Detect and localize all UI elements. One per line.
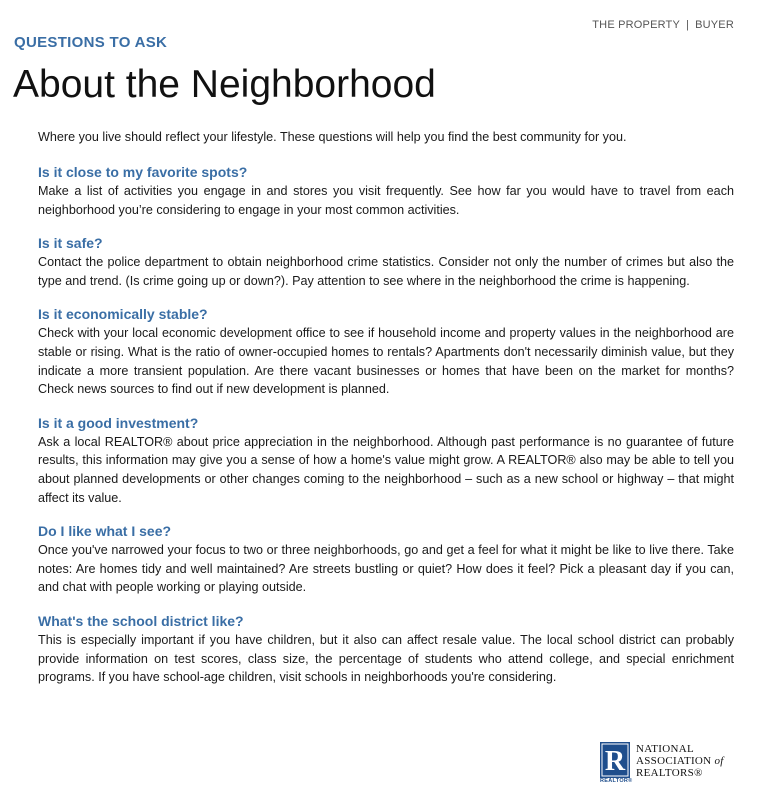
question-body: Contact the police department to obtain neighborhood crime statistics. Consider not only the number of crimes but also the type and trend. (Is crime going up or down?). Pay attention to see where in the neighborhood the crime is happening. <box>38 255 734 288</box>
question-body: Check with your local economic development office to see if household income and property values in the neighborhood are stable or rising. What is the ratio of owner-occupied homes to rentals? Apartments don't necessarily diminish value, but they indicate a more transient population. Are there vacant businesses or homes that have been on the market for months? Check news sources to find out if new development is planned. <box>38 326 734 397</box>
question-heading: Is it safe? <box>38 235 103 252</box>
document-section-label <box>592 19 734 31</box>
realtor-mark-caption: REALTOR® <box>600 778 633 784</box>
question-heading: Do I like what I see? <box>38 523 172 540</box>
section-label-buyer: BUYER <box>695 19 734 31</box>
question-heading: Is it close to my favorite spots? <box>38 164 248 180</box>
nar-wordmark <box>636 743 724 779</box>
section-label-property: THE PROPERTY <box>592 19 681 31</box>
question-heading: Is it a good investment? <box>38 414 199 431</box>
question-section <box>38 234 734 290</box>
nar-line-national: NATIONAL <box>636 743 695 755</box>
nar-logo <box>600 742 740 784</box>
kicker-heading: QUESTIONS TO ASK <box>14 34 168 51</box>
question-section <box>38 163 734 219</box>
question-body: This is especially important if you have children, but it also can affect resale value. The local school district can probably provide information on test scores, class size, the percentage of students who attend college, and special enrichment programs. If you have school-age children, visit schools in neighborhoods you're considering. <box>38 632 734 685</box>
question-body: Make a list of activities you engage in and stores you visit frequently. See how far you would have to travel from each neighborhood you’re considering to engage in your most common activities. <box>38 184 734 217</box>
question-body: Ask a local REALTOR® about price appreciation in the neighborhood. Although past performance is no guarantee of future results, this information may give you a sense of how a home's value might grow. A REALTOR® also may be able to tell you about planned developments or other changes coming to the neighborhood – such as a new school or highway – that might affect its value. <box>38 434 734 505</box>
question-section <box>38 305 734 398</box>
nar-line-realtors: REALTORS® <box>636 767 703 779</box>
question-heading: What's the school district like? <box>38 612 244 629</box>
nar-line-of: of <box>714 755 724 767</box>
question-section <box>38 414 734 507</box>
realtor-mark-letter: R <box>604 746 626 777</box>
nar-line-association: ASSOCIATION <box>636 755 712 767</box>
question-section <box>38 612 734 687</box>
question-body: Once you've narrowed your focus to two or three neighborhoods, go and get a feel for what it might be like to live there. Take notes: Are homes tidy and well maintained? Are streets bustling or quiet? How does it feel? Pick a pleasant day if you can, and chat with people working or playing outside. <box>38 543 734 595</box>
question-heading: Is it economically stable? <box>38 306 208 323</box>
realtor-block-r-icon <box>600 742 630 778</box>
section-separator: | <box>686 19 690 31</box>
main-content <box>38 128 734 702</box>
question-section <box>38 522 734 597</box>
intro-paragraph: Where you live should reflect your lifestyle. These questions will help you find the best community for you. <box>38 130 627 144</box>
page-title: About the Neighborhood <box>13 63 436 106</box>
